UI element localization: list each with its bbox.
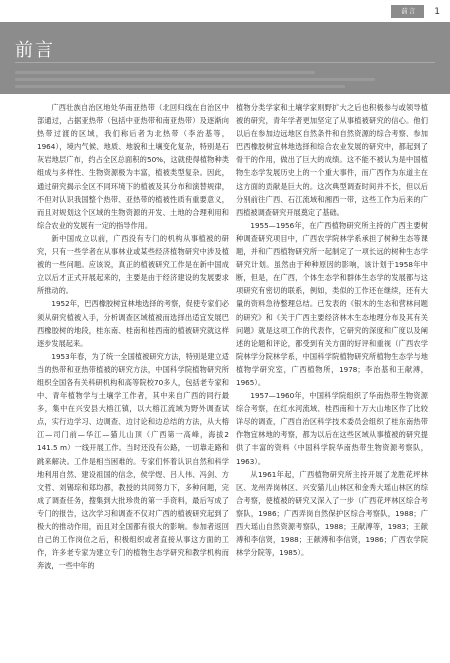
paragraph: 1957—1960年，中国科学院组织了华南热带生物资源综合考察，在红水河流域、桂西南和十万大山地区作了比较详尽的调查，广西自治区科学技术委员会组织了桂东南热带作物宜林地的考察，都为以后在这些区域从事植被的研究提供了丰富的资料（中国科学院华南热带生物资源考察队，1963）。 xyxy=(236,391,428,466)
running-header xyxy=(391,5,440,18)
paragraph: 1952年，巴西橡胶树宜林地选择的考察，促使专家们必须从研究植被入手，分析调查区域植被而选择出适宜发展巴西橡胶树的地段，桂东南、桂南和桂西南的植被研究就这样逐步发展起来。 xyxy=(37,299,229,348)
running-header-section: 前言 xyxy=(391,5,424,18)
left-column xyxy=(37,101,229,572)
paragraph: 从1961年起，广西植物研究所主持开展了龙胜花坪林区、龙州弄岗林区、兴安猫儿山林区和金秀大瑶山林区的综合考察，使植被的研究又深入了一步（广西花坪林区综合考察队，1986；广西弄岗自然保护区综合考察队，1988；广西大瑶山自然资源考察队，1988；王献溥等，1983；王献溥和李信贤，1988；王献溥和李信贤，1986；广西农学院林学分院等，1985）。 xyxy=(236,469,428,558)
paragraph: 植物分类学家和土壤学家则野扩大之后也积极参与或领导植被的研究，青年学者更加坚定了从事植被研究的信心。他们以后在参加边远地区自然条件和自然资源的综合考察、参加巴西橡胶树宜林地选择和综合农业发展的研究中，都起到了骨干的作用，做出了巨大的成绩。这不能不被认为是中国植物生态学发展历史上的一个重大事件，而广西作为东道主在这方面的贡献是巨大的。这次典型调查时间并不长，但以后分别前往广西、石江流域和湘西一带，这些工作为后来的广西植被调查研究开展奠定了基础。 xyxy=(236,103,428,217)
page-title: 前言 xyxy=(15,40,55,61)
banner-decor-line xyxy=(15,85,345,88)
title-rule xyxy=(15,62,435,63)
right-column xyxy=(236,101,428,559)
banner-decor-line xyxy=(15,71,315,74)
title-banner xyxy=(0,22,450,94)
banner-decor-line xyxy=(15,78,375,81)
paragraph: 1953年春，为了统一全国植被研究方法，特别是建立适当的热带和亚热带植被的研究方法，中国科学院植物研究所组织全国各有关科研机构和高等院校70多人，包括老专家和中、青年植物学与土壤学工作者，其中来自广西的同行最多，集中在兴安县大榕江镇，以大榕江流域为野外调查试点，实行边学习、边调查、边讨论和边总结的方法，从大榕江—司门前—华江—猫儿山顶（广西第一高峰，海拔2 141.5 m）一线开展工作。当时还没有公路，一切靠走路和跳来解决。工作是相当困难的。专家们怀着认识自然和科学地利用自然、建设祖国的信念，侯学煜、吕人伟、冯剑、方文哲、刘锡琮和郑均都，教授的共同努力下，多种问题，完成了调查任务，搜集到大批珍贵的第一手资料，最后写成了专门的报告，这次学习和调查不仅对广西的植被研究起到了极大的推动作用，而且对全国都有很大的影响。参加者返回自己的工作岗位之后，积极组织或者直接从事这方面的工作，许多老专家为建立专门的植物生态学研究和教学机构而奔波，一些中年的 xyxy=(37,351,229,571)
paragraph: 广西壮族自治区地处华南亚热带（北回归线在自治区中部通过，占据亚热带（包括中亚热带和南亚热带）及逐渐向热带过渡的区域，我们称后者为北热带（李治基等，1964），境内气候、地质、地貌和土壤变化复杂，特别是石灰岩地层广布，约占全区总面积的50%，这就使得植物种类组成与多样性、生物资源极为丰富，植被类型复杂。因此，通过研究揭示全区不同环境下的植被及其分布和演替规律，不但对认识我国整个热带、亚热带的植被性质有重要意义，而且对规划这个区域的生物资源的开发、土地的合理利用和综合农业的发展有一定的指导作用。 xyxy=(37,103,229,230)
paragraph: 新中国成立以前，广西没有专门的机构从事植被的研究，只有一些学者在从事林业或某些经济植物研究中涉及植被的一些问题。应该说，真正的植被研究工作是在新中国成立以后才正式开展起来的，主要是由于经济建设的发展要求所推动的。 xyxy=(37,233,229,296)
page-number: 1 xyxy=(434,6,440,17)
paragraph: 1955—1956年，在广西植物研究所主持的广西主要树种调查研究项目中，广西农学院林学系承担了树种生态等课题，并和广西植物研究所一起制定了一项长远的树种生态学研究计划。虽然由于种种原因的影响，该计划于1958年中断，但是，在广西，个体生态学和群体生态学的发展都与这项研究有密切的联系，例如，类似的工作还在继续，还有大量的资料急待整理总结。已发表的《银木的生态和营林问题的研究》和《关于广西主要经济林木生态地理分布及其有关问题》就是这项工作的代表作，它研究的深度和广度以及阐述的论题和评论，都受到有关方面的好评和重视（广西农学院林学分院林学系，中国科学院植物研究所植物生态学与地植物学研究室，广西植物所，1978；李治基和王献溥，1965）。 xyxy=(236,220,428,387)
